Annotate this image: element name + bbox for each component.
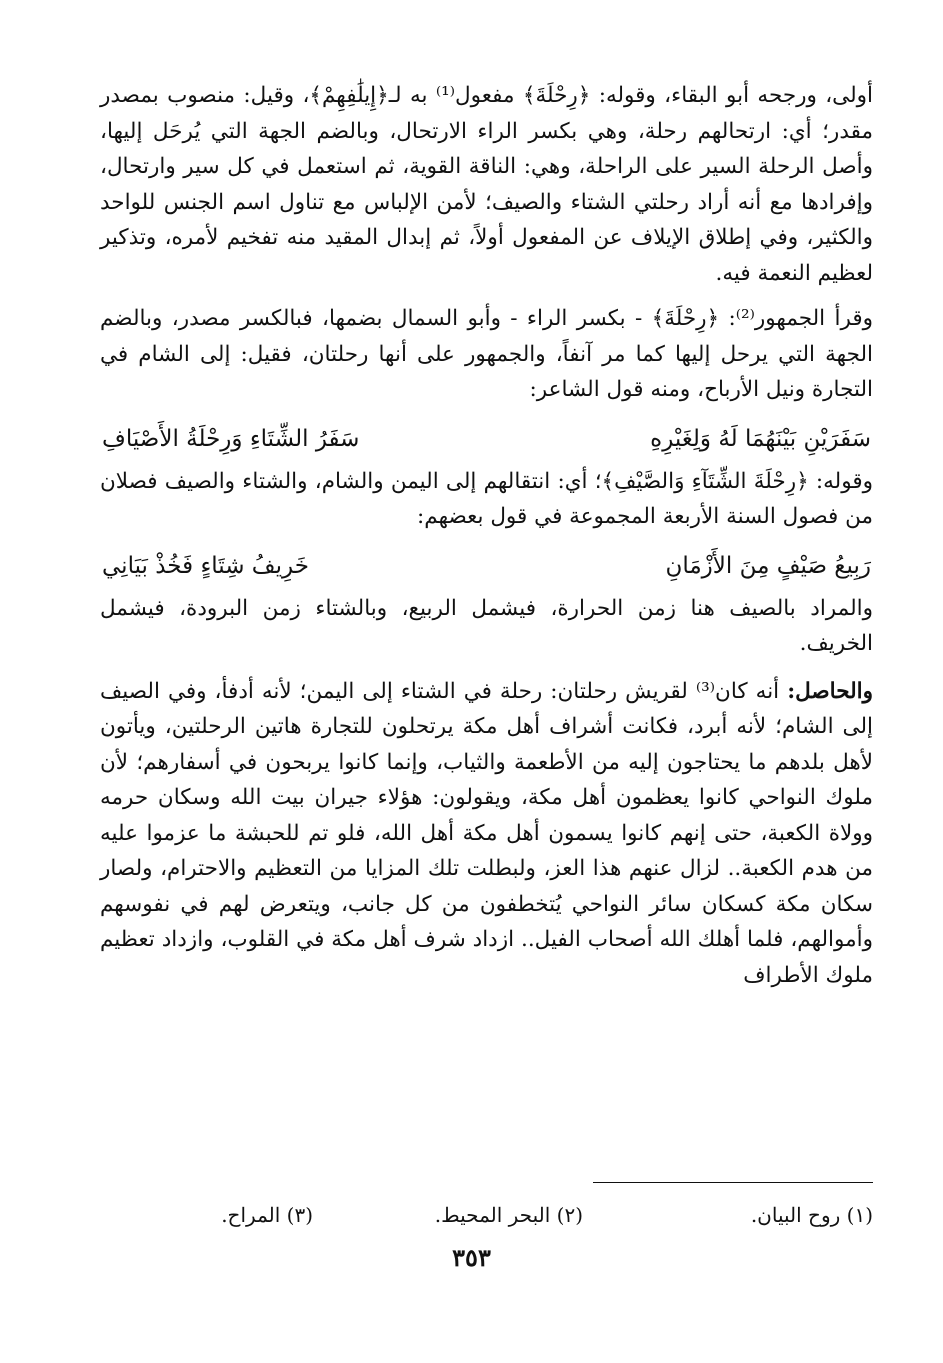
paragraph-3: وقوله: ﴿رِحْلَةَ الشِّتَآءِ وَالصَّيْفِ﴾؛ أي: انتقالهم إلى اليمن والشام، والشتاء والصيف فصلان من فصول السنة الأربعة المجموعة في قول بعضهم: <box>100 468 873 529</box>
page-number: ٣٥٣ <box>452 1243 491 1272</box>
footnote-3: (٣) المراح. <box>221 1203 313 1227</box>
footnote-1: (١) روح البيان. <box>750 1203 873 1227</box>
paragraph-5-lead: والحاصل: <box>787 678 873 704</box>
verse-1-first-hemistich: سَفَرَيْنِ بَيْنَهُمَا لَهُ وَلِغَيْرِهِ <box>650 425 871 452</box>
verse-2-first-hemistich: رَبِيعُ صَيْفٍ مِنَ الأَزْمَانِ <box>665 552 871 579</box>
footnotes <box>100 1200 873 1230</box>
poem-verse-1 <box>100 420 873 458</box>
paragraph-5 <box>100 674 873 994</box>
footnote-divider <box>593 1182 873 1183</box>
paragraph-1: أولى، ورجحه أبو البقاء، وقوله: ﴿رِحْلَةَ﴾ مفعول⁽¹⁾ به لـ﴿إِيلَٰفِهِمْ﴾، وقيل: منصوب بمصدر مقدر؛ أي: ارتحالهم رحلة، وهي بكسر الراء الارتحال، وبالضم الجهة التي يُرحَل إليها، وأصل الرحلة السير على الراحلة، وهي: الناقة القوية، ثم استعمل في كل سير وارتحال، وإفرادها مع أنه أراد رحلتي الشتاء والصيف؛ لأمن الإلباس مع تناول اسم الجنس للواحد والكثير، وفي إطلاق الإيلاف عن المفعول أولاً، ثم إبدال المقيد منه تفخيم لأمره، وتذكير لعظيم النعمة فيه. <box>100 83 873 286</box>
paragraph-5-text: أنه كان⁽³⁾ لقريش رحلتان: رحلة في الشتاء إلى اليمن؛ لأنه أدفأ، وفي الصيف إلى الشام؛ لأنه أبرد، فكانت أشراف أهل مكة يرتحلون للتجارة هاتين الرحلتين، ويأتون لأهل بلدهم ما يحتاجون إليه من الأطعمة والثياب، وإنما كانوا يربحون في أسفارهم؛ لأن ملوك النواحي كانوا يعظمون أهل مكة، ويقولون: هؤلاء جيران بيت الله وسكان حرمه وولاة الكعبة، حتى إنهم كانوا يسمون أهل مكة أهل الله، فلو تم للحبشة ما عزموا عليه من هدم الكعبة.. لزال عنهم هذا العز، ولبطلت تلك المزايا من التعظيم والاحترام، ولصار سكان مكة كسكان سائر النواحي يُتخطفون من كل جانب، ويتعرض لهم في نفوسهم وأموالهم، فلما أهلك الله أصحاب الفيل.. ازداد شرف أهل مكة في القلوب، وازداد تعظيم ملوك الأطراف <box>100 678 873 988</box>
paragraph-2: وقرأ الجمهور⁽²⁾: ﴿رِحْلَةَ﴾ - بكسر الراء - وأبو السمال بضمها، فبالكسر مصدر، وبالضم الجهة التي يرحل إليها كما مر آنفاً، والجمهور على أنها رحلتان، فقيل: إلى الشام في التجارة ونيل الأرباح، ومنه قول الشاعر: <box>100 306 874 402</box>
verse-2-second-hemistich: خَرِيفُ شِتَاءٍ فَخُذْ بَيَانِي <box>102 552 309 579</box>
poem-verse-2 <box>100 547 873 585</box>
paragraph-4: والمراد بالصيف هنا زمن الحرارة، فيشمل الربيع، وبالشتاء زمن البرودة، فيشمل الخريف. <box>100 595 873 656</box>
verse-1-second-hemistich: سَفَرُ الشِّتَاءِ وَرِحْلَةُ الأَصْيَافِ <box>102 425 360 452</box>
footnote-2: (٢) البحر المحيط. <box>434 1203 583 1227</box>
